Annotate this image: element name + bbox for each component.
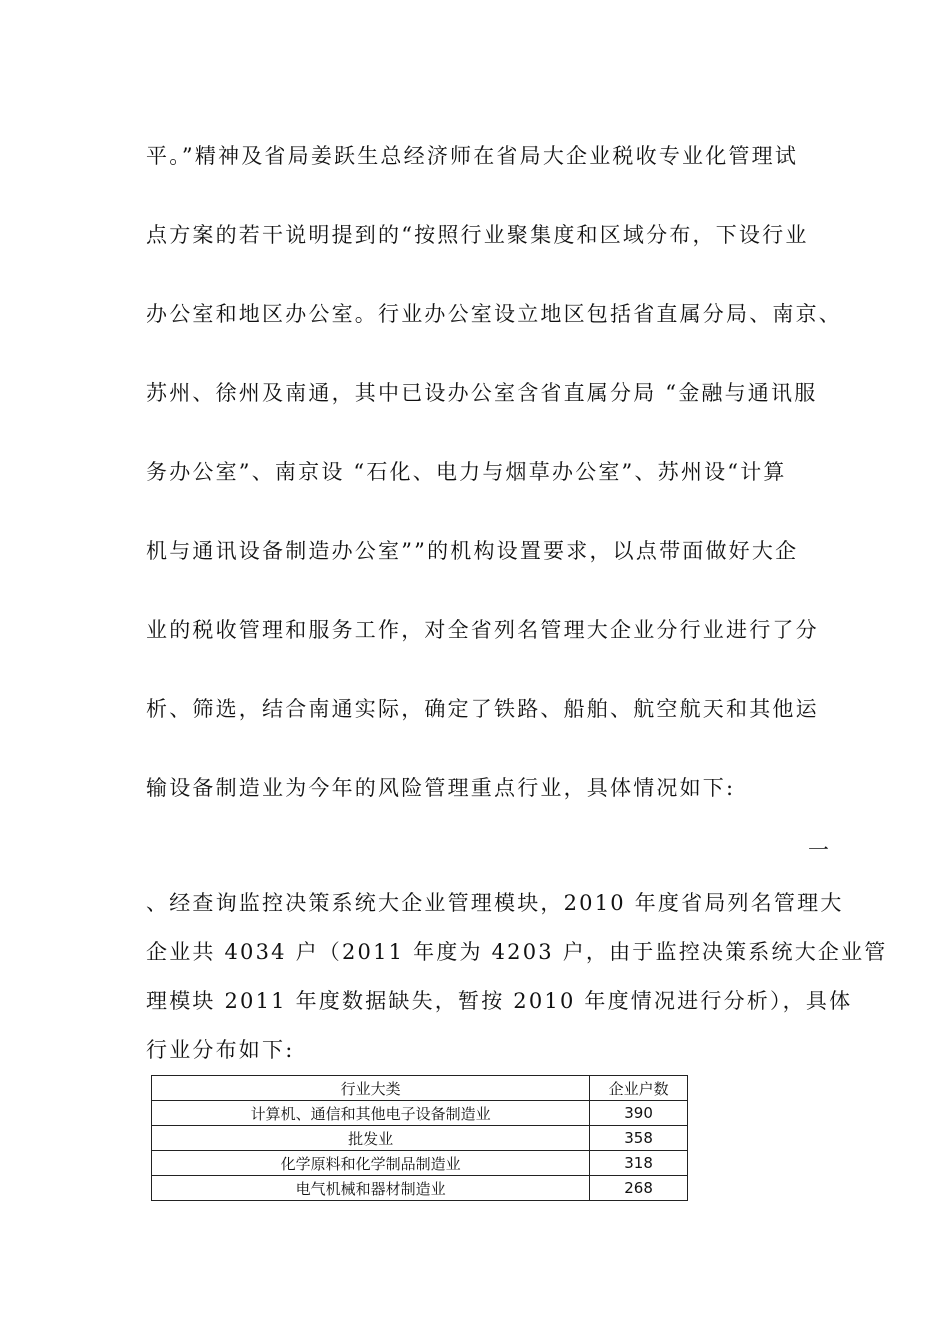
table-row: [152, 1126, 688, 1151]
body-text-line: 业的税收管理和服务工作，对全省列名管理大企业分行业进行了分: [146, 618, 819, 642]
industry-cell: 化学原料和化学制品制造业: [152, 1151, 590, 1176]
table-row: [152, 1101, 688, 1126]
body-text-line: 苏州、徐州及南通，其中已设办公室含省直属分局 “金融与通讯服: [146, 381, 818, 405]
table-header-row: [152, 1076, 688, 1101]
industry-cell: 电气机械和器材制造业: [152, 1176, 590, 1201]
body-text-line: 办公室和地区办公室。行业办公室设立地区包括省直属分局、南京、: [146, 302, 842, 326]
table-row: [152, 1151, 688, 1176]
count-cell: 358: [590, 1126, 688, 1151]
section-number-marker: 一: [808, 838, 829, 862]
count-cell: 268: [590, 1176, 688, 1201]
column-header-count: 企业户数: [590, 1076, 688, 1101]
body-text-line: 点方案的若干说明提到的“按照行业聚集度和区域分布，下设行业: [146, 223, 809, 247]
body-text-line: 、经查询监控决策系统大企业管理模块，2010 年度省局列名管理大: [146, 891, 844, 915]
industry-distribution-table: [151, 1075, 688, 1201]
body-text-line: 平。”精神及省局姜跃生总经济师在省局大企业税收专业化管理试: [146, 144, 799, 168]
count-cell: 390: [590, 1101, 688, 1126]
body-text-line: 析、筛选，结合南通实际，确定了铁路、船舶、航空航天和其他运: [146, 697, 819, 721]
count-cell: 318: [590, 1151, 688, 1176]
body-text-line: 企业共 4034 户（2011 年度为 4203 户，由于监控决策系统大企业管: [146, 940, 888, 964]
industry-cell: 计算机、通信和其他电子设备制造业: [152, 1101, 590, 1126]
body-text-line: 理模块 2011 年度数据缺失，暂按 2010 年度情况进行分析），具体: [146, 989, 853, 1013]
body-text-line: 输设备制造业为今年的风险管理重点行业，具体情况如下:: [146, 776, 736, 800]
body-text-line: 行业分布如下:: [146, 1038, 295, 1062]
column-header-industry: 行业大类: [152, 1076, 590, 1101]
industry-cell: 批发业: [152, 1126, 590, 1151]
body-text-line: 务办公室”、南京设 “石化、电力与烟草办公室”、苏州设“计算: [146, 460, 787, 484]
body-text-line: 机与通讯设备制造办公室””的机构设置要求，以点带面做好大企: [146, 539, 799, 563]
table-row: [152, 1176, 688, 1201]
